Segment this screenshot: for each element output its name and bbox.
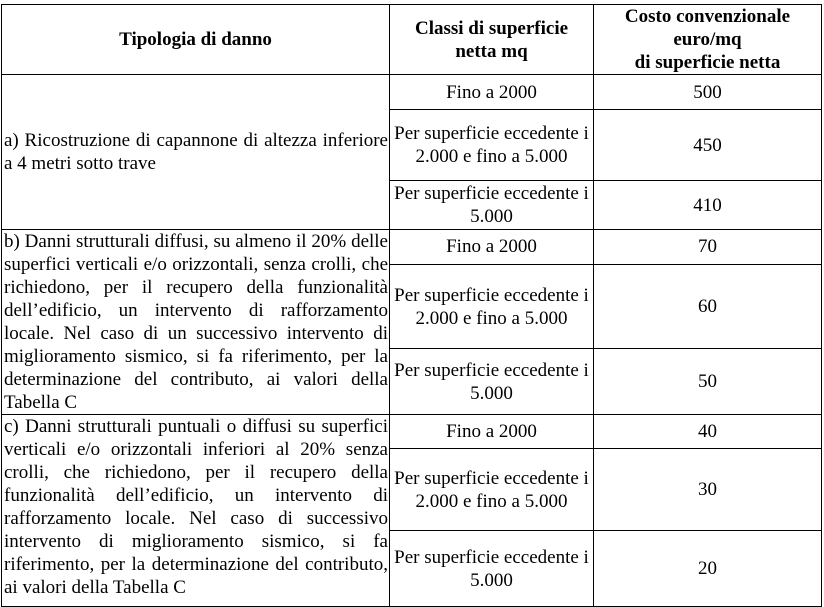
tipologia-a: a) Ricostruzione di capannone di altezza inferiore a 4 metri sotto trave xyxy=(2,75,390,230)
costo-cell: 410 xyxy=(594,181,822,230)
classe-cell: Per superficie eccedente i 2.000 e fino a 5.000 xyxy=(390,449,594,531)
costo-cell: 450 xyxy=(594,110,822,181)
header-classi: Classi di superficie netta mq xyxy=(390,5,594,75)
classe-cell: Per superficie eccedente i 5.000 xyxy=(390,349,594,415)
costo-cell: 20 xyxy=(594,531,822,607)
classe-cell: Per superficie eccedente i 5.000 xyxy=(390,531,594,607)
tipologia-c: c) Danni strutturali puntuali o diffusi su superfici verticali e/o orizzontali inferiori al 20% senza crolli, che richiedono, per il recupero della funzionalità dell’edificio, un intervento di rafforzamento locale. Nel caso di successivo intervento di miglioramento sismico, si fa riferimento, per la determinazione del contributo, ai valori della Tabella C xyxy=(2,415,390,607)
costo-cell: 40 xyxy=(594,415,822,449)
header-tipologia: Tipologia di danno xyxy=(2,5,390,75)
classe-cell: Per superficie eccedente i 5.000 xyxy=(390,181,594,230)
costo-cell: 70 xyxy=(594,230,822,265)
costo-cell: 500 xyxy=(594,75,822,110)
classe-cell: Per superficie eccedente i 2.000 e fino a 5.000 xyxy=(390,110,594,181)
classe-cell: Fino a 2000 xyxy=(390,75,594,110)
table-row xyxy=(2,415,822,449)
table-row xyxy=(2,75,822,110)
costo-cell: 60 xyxy=(594,264,822,348)
costo-cell: 30 xyxy=(594,449,822,531)
table-row xyxy=(2,230,822,265)
classe-cell: Fino a 2000 xyxy=(390,230,594,265)
cost-table xyxy=(1,4,822,607)
header-costo: Costo convenzionale euro/mq di superficie netta xyxy=(594,5,822,75)
classe-cell: Fino a 2000 xyxy=(390,415,594,449)
header-row xyxy=(2,5,822,75)
costo-cell: 50 xyxy=(594,349,822,415)
tipologia-b: b) Danni strutturali diffusi, su almeno il 20% delle superfici verticali e/o orizzontali, senza crolli, che richiedono, per il recupero della funzionalità dell’edificio, un intervento di rafforzamento locale. Nel caso di un successivo intervento di miglioramento sismico, si fa riferimento, per la determinazione del contributo, ai valori della Tabella C xyxy=(2,230,390,415)
classe-cell: Per superficie eccedente i 2.000 e fino a 5.000 xyxy=(390,264,594,348)
